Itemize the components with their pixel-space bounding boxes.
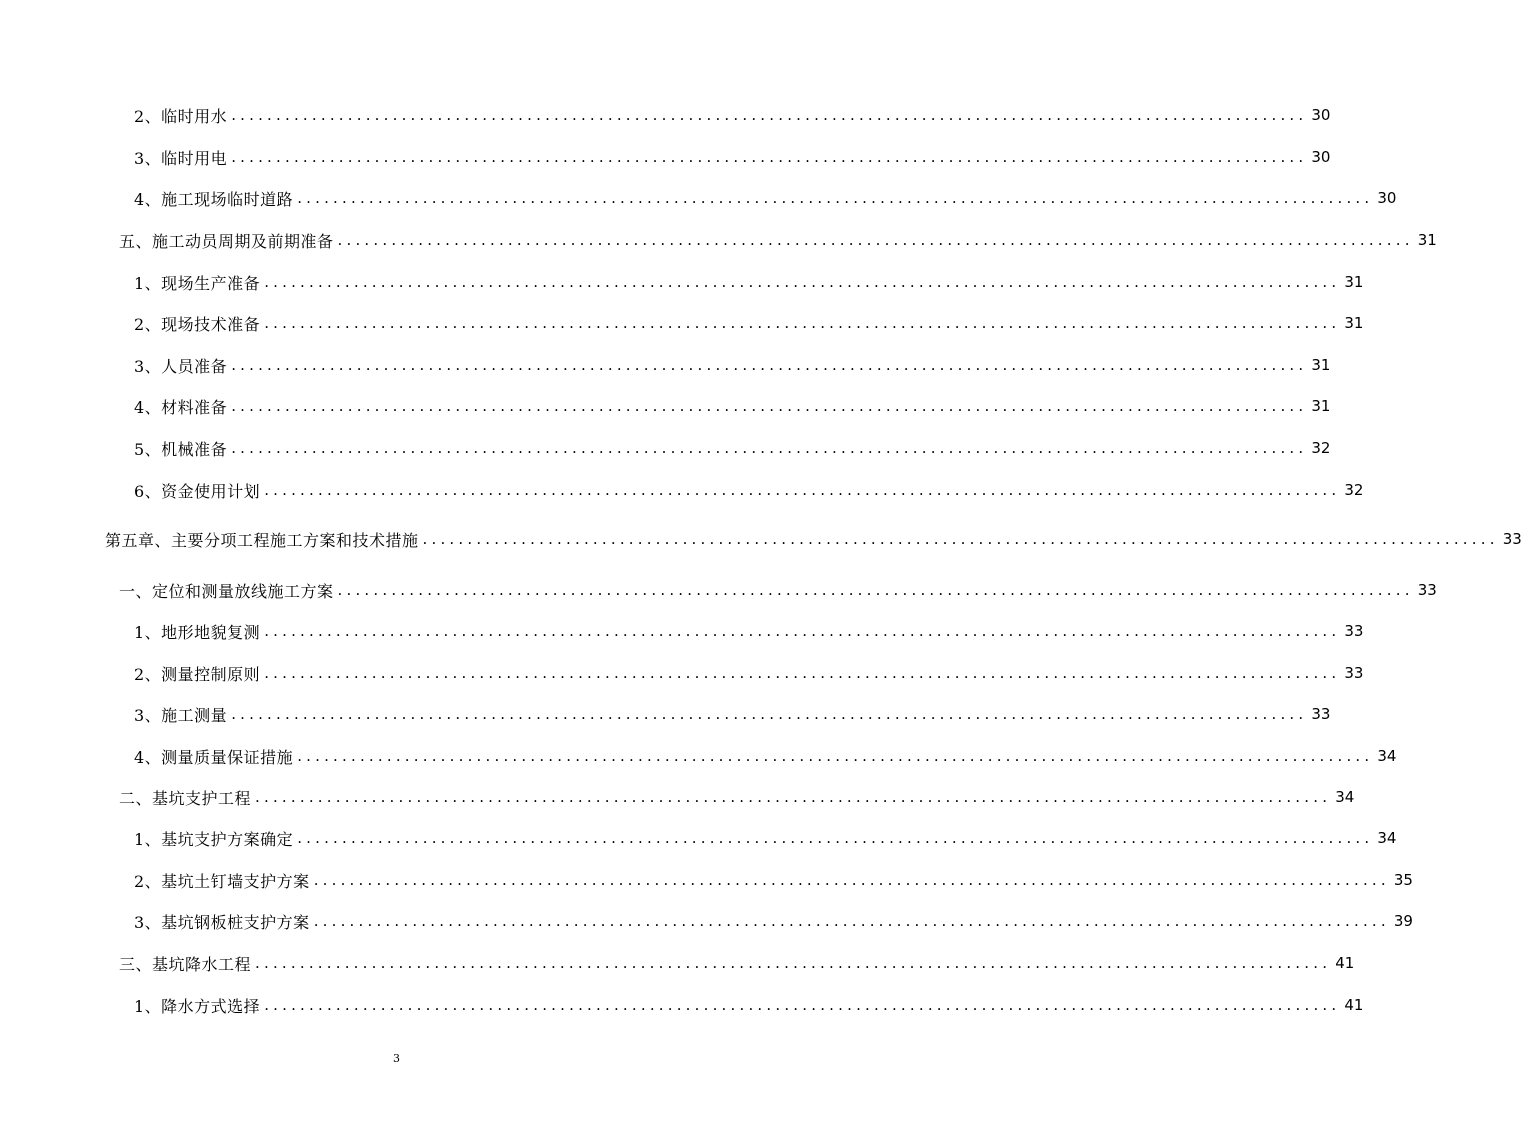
- toc-entry[interactable]: [134, 617, 1364, 645]
- toc-entry[interactable]: [119, 576, 1437, 604]
- toc-entry-page: 31: [1344, 273, 1364, 291]
- toc-entry-label: 二、基坑支护工程: [119, 788, 252, 808]
- toc-entry[interactable]: [119, 226, 1437, 254]
- toc-entry-label: 2、基坑土钉墙支护方案: [134, 871, 310, 891]
- toc-leader-dots: ........................................................................................................................: [264, 664, 1341, 682]
- toc-entry-page: 33: [1417, 581, 1437, 599]
- toc-leader-dots: ........................................................................................................................: [231, 705, 1308, 723]
- toc-entry-page: 34: [1335, 788, 1355, 806]
- toc-entry-label: 五、施工动员周期及前期准备: [119, 231, 334, 251]
- toc-entry-page: 31: [1417, 231, 1437, 249]
- toc-entry-page: 30: [1311, 106, 1331, 124]
- toc-entry-page: 33: [1311, 705, 1331, 723]
- toc-leader-dots: ........................................................................................................................: [231, 397, 1308, 415]
- toc-entry-label: 第五章、主要分项工程施工方案和技术措施: [105, 530, 419, 550]
- toc-leader-dots: ........................................................................................................................: [337, 231, 1414, 249]
- toc-entry[interactable]: [134, 184, 1397, 212]
- toc-entry[interactable]: [134, 907, 1413, 935]
- toc-entry-label: 1、基坑支护方案确定: [134, 829, 294, 849]
- toc-leader-dots: ........................................................................................................................: [313, 912, 1390, 930]
- toc-entry-label: 一、定位和测量放线施工方案: [119, 581, 334, 601]
- toc-entry[interactable]: [134, 101, 1331, 129]
- toc-entry-page: 30: [1377, 189, 1397, 207]
- toc-entry-page: 33: [1344, 664, 1364, 682]
- toc-entry[interactable]: [134, 824, 1397, 852]
- toc-leader-dots: ........................................................................................................................: [264, 314, 1341, 332]
- toc-entry[interactable]: [134, 991, 1364, 1019]
- toc-leader-dots: ........................................................................................................................: [264, 273, 1341, 291]
- toc-entry-page: 35: [1393, 871, 1413, 889]
- toc-entry[interactable]: [119, 949, 1355, 977]
- toc-leader-dots: ........................................................................................................................: [255, 788, 1332, 806]
- toc-entry-label: 5、机械准备: [134, 439, 228, 459]
- toc-entry-page: 34: [1377, 747, 1397, 765]
- toc-entry[interactable]: [134, 866, 1413, 894]
- toc-entry[interactable]: [134, 700, 1331, 728]
- toc-entry[interactable]: [134, 434, 1331, 462]
- toc-leader-dots: ........................................................................................................................: [231, 106, 1308, 124]
- toc-entry-label: 1、现场生产准备: [134, 273, 261, 293]
- toc-entry-label: 3、人员准备: [134, 356, 228, 376]
- toc-entry-page: 32: [1344, 481, 1364, 499]
- toc-leader-dots: ........................................................................................................................: [255, 954, 1332, 972]
- toc-leader-dots: ........................................................................................................................: [264, 996, 1341, 1014]
- toc-leader-dots: ........................................................................................................................: [231, 356, 1308, 374]
- toc-entry-page: 33: [1344, 622, 1364, 640]
- toc-leader-dots: ........................................................................................................................: [264, 622, 1341, 640]
- toc-entry[interactable]: [105, 525, 1522, 553]
- toc-entry-label: 4、材料准备: [134, 397, 228, 417]
- toc-entry[interactable]: [134, 351, 1331, 379]
- toc-entry-page: 34: [1377, 829, 1397, 847]
- toc-entry-page: 31: [1311, 397, 1331, 415]
- toc-leader-dots: ........................................................................................................................: [264, 481, 1341, 499]
- toc-entry-page: 32: [1311, 439, 1331, 457]
- toc-entry-label: 2、现场技术准备: [134, 314, 261, 334]
- toc-entry-label: 4、测量质量保证措施: [134, 747, 294, 767]
- toc-leader-dots: ........................................................................................................................: [297, 189, 1374, 207]
- toc-leader-dots: ........................................................................................................................: [297, 829, 1374, 847]
- toc-entry-page: 41: [1344, 996, 1364, 1014]
- toc-entry-label: 6、资金使用计划: [134, 481, 261, 501]
- toc-leader-dots: ........................................................................................................................: [337, 581, 1414, 599]
- toc-entry[interactable]: [134, 268, 1364, 296]
- toc-entry-label: 2、临时用水: [134, 106, 228, 126]
- toc-leader-dots: ........................................................................................................................: [422, 530, 1499, 548]
- toc-entry[interactable]: [134, 309, 1364, 337]
- toc-entry-page: 41: [1335, 954, 1355, 972]
- toc-entry[interactable]: [134, 143, 1331, 171]
- toc-entry-label: 4、施工现场临时道路: [134, 189, 294, 209]
- toc-entry-page: 31: [1344, 314, 1364, 332]
- toc-leader-dots: ........................................................................................................................: [297, 747, 1374, 765]
- toc-entry-page: 31: [1311, 356, 1331, 374]
- toc-entry-page: 39: [1393, 912, 1413, 930]
- toc-entry-page: 30: [1311, 148, 1331, 166]
- toc-leader-dots: ........................................................................................................................: [313, 871, 1390, 889]
- toc-entry[interactable]: [134, 392, 1331, 420]
- toc-entry-page: 33: [1502, 530, 1522, 548]
- toc-entry-label: 1、降水方式选择: [134, 996, 261, 1016]
- toc-entry[interactable]: [119, 783, 1355, 811]
- toc-entry-label: 3、临时用电: [134, 148, 228, 168]
- toc-entry-label: 3、基坑钢板桩支护方案: [134, 912, 310, 932]
- toc-leader-dots: ........................................................................................................................: [231, 439, 1308, 457]
- toc-entry-label: 3、施工测量: [134, 705, 228, 725]
- toc-entry[interactable]: [134, 476, 1364, 504]
- toc-entry[interactable]: [134, 659, 1364, 687]
- toc-entry-label: 三、基坑降水工程: [119, 954, 252, 974]
- page-number: 3: [393, 1052, 400, 1065]
- toc-entry-label: 1、地形地貌复测: [134, 622, 261, 642]
- toc-entry-label: 2、测量控制原则: [134, 664, 261, 684]
- toc-entry[interactable]: [134, 742, 1397, 770]
- toc-leader-dots: ........................................................................................................................: [231, 148, 1308, 166]
